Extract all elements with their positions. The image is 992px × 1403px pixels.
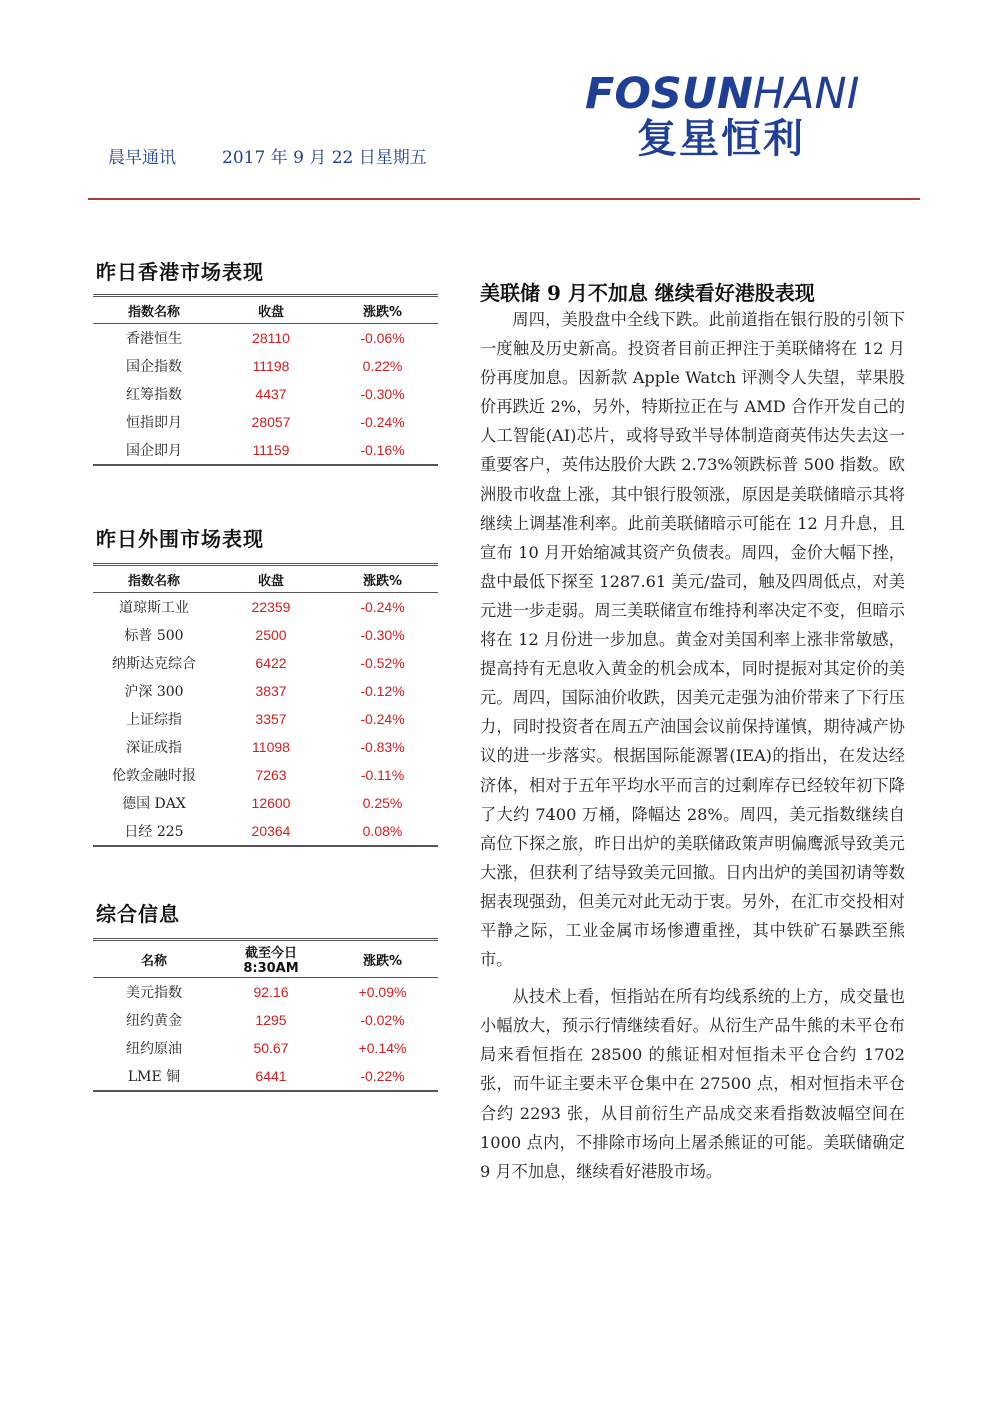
- header-divider: [88, 198, 920, 200]
- table-row: [93, 593, 438, 622]
- col-header-change: 涨跌%: [327, 296, 438, 324]
- col-header-close: 收盘: [215, 565, 327, 593]
- close-value-cell: 11098: [252, 739, 290, 755]
- change-pct-cell: -0.02%: [360, 1012, 405, 1028]
- logo-english: FOSUNHANI: [585, 69, 860, 119]
- table-row: [93, 733, 438, 761]
- report-header: [108, 143, 473, 168]
- index-name-cell: 纽约黄金: [126, 1013, 182, 1029]
- global-market-table: [93, 563, 438, 847]
- index-name-cell: 标普 500: [124, 628, 184, 644]
- table-row: [93, 1006, 438, 1034]
- article-paragraph: 从技术上看，恒指站在所有均线系统的上方，成交量也小幅放大，预示行情继续看好。从衍生产品牛熊的未平仓布局来看恒指在 28500 的熊证相对恒指未平仓合约 1702 张，而牛证主要未平仓集中在 27500 点，相对恒指未平仓合约 2293 张，从目前衍生产品成交来看指数波幅空间在 1000 点内，不排除市场向上屠杀熊证的可能。美联储确定 9 月不加息，继续看好港股市场。: [480, 987, 905, 1181]
- table-row: [93, 436, 438, 465]
- table-row: [93, 1062, 438, 1091]
- index-name-cell: 纳斯达克综合: [112, 656, 196, 672]
- change-pct-cell: -0.22%: [327, 1062, 438, 1091]
- change-pct-cell: -0.12%: [360, 683, 405, 699]
- table-row: [93, 352, 438, 380]
- col-header-name: 名称: [93, 940, 215, 978]
- change-pct-cell: 0.22%: [362, 358, 403, 374]
- change-pct-cell: -0.83%: [360, 739, 405, 755]
- index-name-cell: 纽约原油: [126, 1041, 182, 1057]
- index-name-cell: 德国 DAX: [122, 796, 186, 812]
- table-row: [93, 705, 438, 733]
- close-value-cell: 6422: [255, 655, 287, 671]
- change-pct-cell: -0.16%: [327, 436, 438, 465]
- logo-chinese: 复星恒利: [637, 116, 805, 162]
- col-header-value: 截至今日 8:30AM: [215, 940, 327, 978]
- table-row: [93, 649, 438, 677]
- index-name-cell: 国企即月: [93, 436, 215, 465]
- change-pct-cell: -0.06%: [360, 330, 405, 346]
- col-header-close: 收盘: [215, 296, 327, 324]
- index-name-cell: 日经 225: [93, 817, 215, 846]
- table-row: [93, 1034, 438, 1062]
- index-name-cell: LME 铜: [93, 1062, 215, 1091]
- col-header-name: 指数名称: [93, 565, 215, 593]
- index-name-cell: 美元指数: [126, 985, 182, 1001]
- index-name-cell: 香港恒生: [126, 331, 182, 347]
- close-value-cell: 1295: [255, 1012, 287, 1028]
- change-pct-cell: +0.09%: [358, 984, 407, 1000]
- hk-market-title: 昨日香港市场表现: [96, 260, 264, 284]
- hk-market-table: [93, 294, 438, 466]
- change-pct-cell: +0.14%: [358, 1040, 407, 1056]
- close-value-cell: 12600: [251, 795, 291, 811]
- index-name-cell: 深证成指: [126, 740, 182, 756]
- report-name: 晨早通讯: [108, 148, 176, 168]
- close-value-cell: 3837: [255, 683, 287, 699]
- close-value-cell: 22359: [251, 599, 291, 615]
- change-pct-cell: -0.30%: [360, 386, 405, 402]
- close-value-cell: 11198: [252, 358, 290, 374]
- table-row: [93, 978, 438, 1007]
- index-name-cell: 上证综指: [126, 712, 182, 728]
- change-pct-cell: -0.11%: [360, 767, 405, 783]
- article-body: [480, 305, 905, 1186]
- table-row: [93, 817, 438, 846]
- close-value-cell: 3357: [255, 711, 287, 727]
- table-header-row: [93, 940, 438, 978]
- col-header-change: 涨跌%: [327, 565, 438, 593]
- close-value-cell: 50.67: [253, 1040, 289, 1056]
- close-value-cell: 28110: [252, 330, 290, 346]
- table-row: [93, 621, 438, 649]
- index-name-cell: 国企指数: [126, 359, 182, 375]
- misc-info-table: [93, 938, 438, 1092]
- col-header-change: 涨跌%: [327, 940, 438, 978]
- index-name-cell: 红筹指数: [126, 387, 182, 403]
- change-pct-cell: -0.52%: [360, 655, 405, 671]
- close-value-cell: 6441: [215, 1062, 327, 1091]
- change-pct-cell: 0.25%: [362, 795, 403, 811]
- change-pct-cell: -0.24%: [360, 414, 405, 430]
- change-pct-cell: 0.08%: [327, 817, 438, 846]
- table-header-row: [93, 565, 438, 593]
- global-market-title: 昨日外围市场表现: [96, 527, 264, 551]
- close-value-cell: 92.16: [253, 984, 289, 1000]
- change-pct-cell: -0.30%: [360, 627, 405, 643]
- close-value-cell: 20364: [215, 817, 327, 846]
- table-row: [93, 380, 438, 408]
- close-value-cell: 7263: [255, 767, 287, 783]
- report-date: 2017 年 9 月 22 日星期五: [222, 148, 427, 168]
- table-row: [93, 677, 438, 705]
- close-value-cell: 2500: [255, 627, 287, 643]
- index-name-cell: 伦敦金融时报: [112, 768, 196, 784]
- index-name-cell: 沪深 300: [124, 684, 184, 700]
- table-row: [93, 761, 438, 789]
- table-header-row: [93, 296, 438, 324]
- misc-info-title: 综合信息: [96, 902, 180, 926]
- change-pct-cell: -0.24%: [360, 599, 405, 615]
- close-value-cell: 11159: [215, 436, 327, 465]
- close-value-cell: 4437: [255, 386, 287, 402]
- index-name-cell: 道琼斯工业: [119, 600, 189, 616]
- article-title: 美联储 9 月不加息 继续看好港股表现: [480, 281, 815, 305]
- index-name-cell: 恒指即月: [126, 415, 182, 431]
- table-row: [93, 324, 438, 353]
- close-value-cell: 28057: [251, 414, 291, 430]
- company-logo: [585, 68, 885, 162]
- change-pct-cell: -0.24%: [360, 711, 405, 727]
- table-row: [93, 789, 438, 817]
- col-header-name: 指数名称: [93, 296, 215, 324]
- table-row: [93, 408, 438, 436]
- article-paragraph: 周四，美股盘中全线下跌。此前道指在银行股的引领下一度触及历史新高。投资者目前正押注于美联储将在 12 月份再度加息。因新款 Apple Watch 评测令人失望，苹果股价再跌近 2%，另外，特斯拉正在与 AMD 合作开发自己的人工智能(AI)芯片，或将导致半导体制造商英伟达失去这一重要客户，英伟达股价大跌 2.73%领跌标普 500 指数。欧洲股市收盘上涨，其中银行股领涨，原因是美联储暗示其将继续上调基准利率。此前美联储暗示可能在 12 月升息，且宣布 10 月开始缩减其资产负债表。周四，金价大幅下挫，盘中最低下探至 1287.61 美元/盎司，触及四周低点，对美元进一步走弱。周三美联储宣布维持利率决定不变，但暗示将在 12 月份进一步加息。黄金对美国利率上涨非常敏感，提高持有无息收入黄金的机会成本，同时提振对其定价的美元。周四，国际油价收跌，因美元走强为油价带来了下行压力，同时投资者在周五产油国会议前保持谨慎，期待减产协议的进一步落实。根据国际能源署(IEA)的指出，在发达经济体，相对于五年平均水平而言的过剩库存已经较年初下降了大约 7400 万桶，降幅达 28%。周四，美元指数继续自高位下探之旅，昨日出炉的美联储政策声明偏鹰派导致美元大涨，但获利了结导致美元回撤。日内出炉的美国初请等数据表现强劲，但美元对此无动于衷。另外，在汇市交投相对平静之际，工业金属市场惨遭重挫，其中铁矿石暴跌至熊市。: [480, 310, 905, 970]
